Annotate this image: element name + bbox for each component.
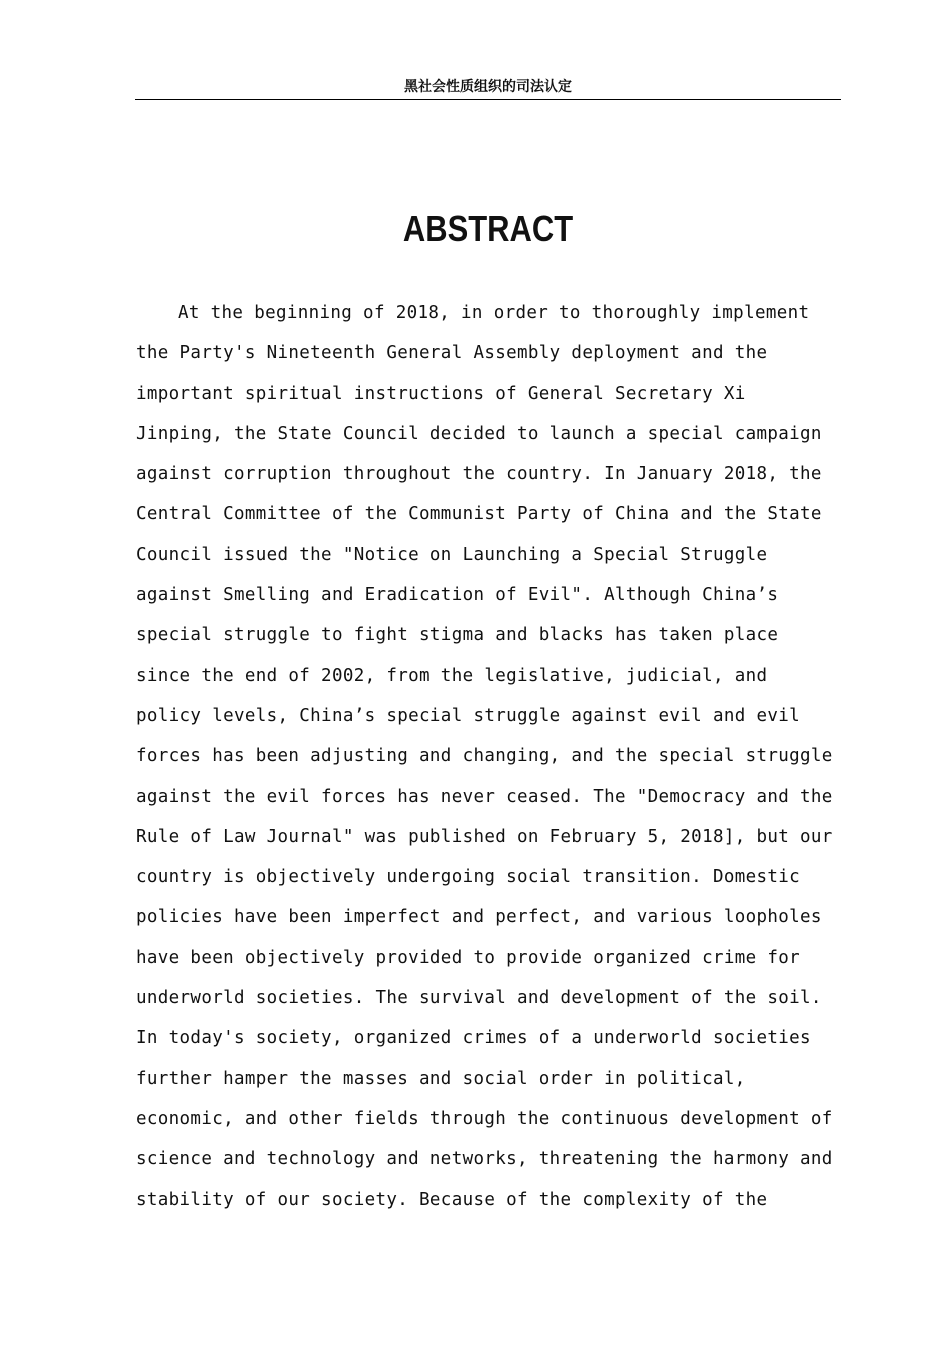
abstract-line: special struggle to fight stigma and blacks has taken place xyxy=(136,625,779,646)
abstract-line: stability of our society. Because of the complexity of the xyxy=(136,1189,768,1210)
abstract-line: since the end of 2002, from the legislative, judicial, and xyxy=(136,665,768,686)
running-header-title: 黑社会性质组织的司法认定 xyxy=(404,79,572,95)
abstract-line: science and technology and networks, threatening the harmony and xyxy=(136,1149,833,1170)
abstract-line: At the beginning of 2018, in order to thoroughly implement xyxy=(178,303,810,323)
abstract-line: against corruption throughout the country. In January 2018, the xyxy=(136,464,822,485)
abstract-title: ABSTRACT xyxy=(402,208,574,249)
abstract-line: underworld societies. The survival and development of the soil. xyxy=(136,988,822,1009)
abstract-line: Council issued the "Notice on Launching a Special Struggle xyxy=(136,544,768,565)
abstract-line: Jinping, the State Council decided to launch a special campaign xyxy=(136,423,822,444)
abstract-line: forces has been adjusting and changing, and the special struggle xyxy=(136,746,833,767)
abstract-line: the Party's Nineteenth General Assembly deployment and the xyxy=(136,343,768,364)
abstract-line: Central Committee of the Communist Party of China and the State xyxy=(136,504,822,525)
abstract-line: further hamper the masses and social order in political, xyxy=(136,1068,746,1089)
abstract-line: against Smelling and Eradication of Evil". Although China’s xyxy=(136,585,779,606)
abstract-line: policy levels, China’s special struggle against evil and evil xyxy=(136,705,801,726)
abstract-line: country is objectively undergoing social transition. Domestic xyxy=(136,867,801,888)
abstract-line: against the evil forces has never ceased. The "Democracy and the xyxy=(136,786,833,807)
abstract-line: economic, and other fields through the continuous development of xyxy=(136,1108,833,1129)
abstract-line: important spiritual instructions of General Secretary Xi xyxy=(136,383,746,404)
abstract-line: policies have been imperfect and perfect, and various loopholes xyxy=(136,907,822,928)
running-header xyxy=(135,76,841,100)
abstract-line: have been objectively provided to provide organized crime for xyxy=(136,947,801,968)
abstract-body xyxy=(136,293,842,1220)
abstract-line: In today's society, organized crimes of a underworld societies xyxy=(136,1028,811,1049)
abstract-line: Rule of Law Journal" was published on February 5, 2018], but our xyxy=(136,826,833,847)
